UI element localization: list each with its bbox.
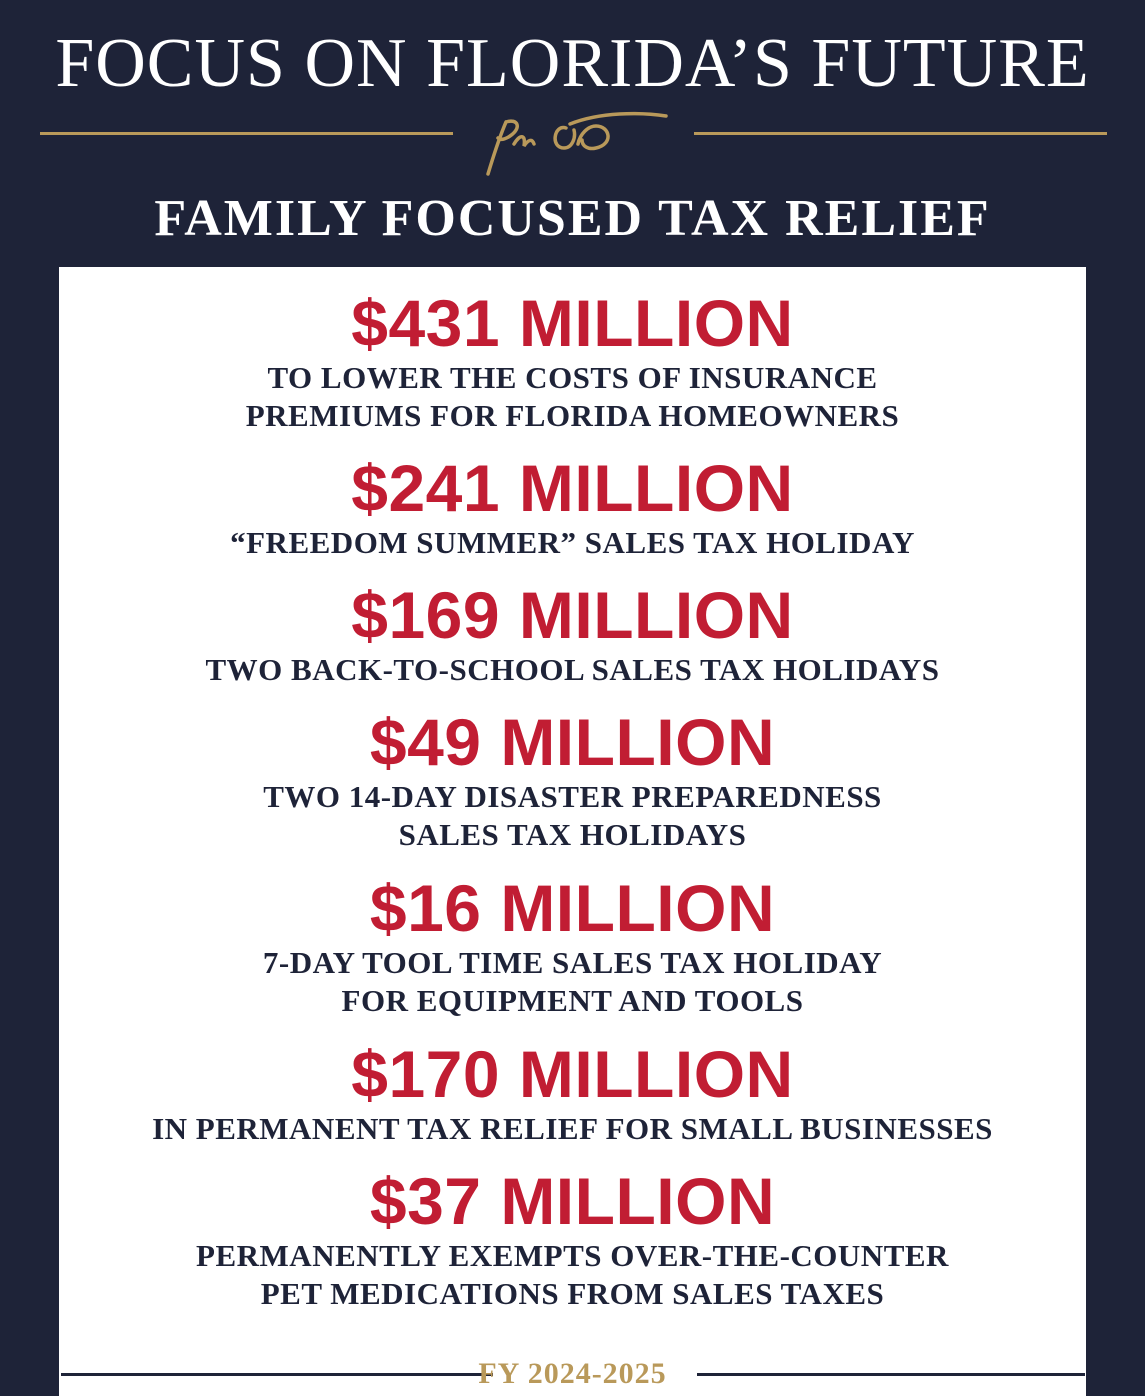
- relief-amount: $37 MILLION: [369, 1164, 776, 1238]
- relief-amount: $170 MILLION: [351, 1037, 794, 1111]
- relief-description-line: TWO BACK-TO-SCHOOL SALES TAX HOLIDAYS: [205, 652, 940, 687]
- relief-amount: $169 MILLION: [351, 578, 794, 652]
- relief-item: [59, 872, 1086, 1020]
- header-title: FOCUS ON FLORIDA’S FUTURE: [55, 25, 1090, 102]
- relief-amount: $49 MILLION: [369, 705, 776, 779]
- signature-icon: [470, 104, 670, 180]
- relief-item: [59, 287, 1086, 435]
- relief-item: [59, 706, 1086, 854]
- page-subtitle: FAMILY FOCUSED TAX RELIEF: [154, 190, 991, 247]
- relief-description-line: 7-DAY TOOL TIME SALES TAX HOLIDAY: [262, 945, 883, 980]
- relief-description-line: SALES TAX HOLIDAYS: [398, 817, 747, 852]
- relief-amount: $16 MILLION: [369, 871, 776, 945]
- relief-item: [59, 579, 1086, 689]
- relief-description-line: IN PERMANENT TAX RELIEF FOR SMALL BUSINESSES: [152, 1111, 993, 1146]
- relief-item: [59, 1038, 1086, 1148]
- relief-description-line: PET MEDICATIONS FROM SALES TAXES: [260, 1276, 885, 1311]
- divider-left: [40, 132, 453, 135]
- fiscal-year-label: FY 2024-2025: [478, 1357, 667, 1390]
- relief-description-line: TO LOWER THE COSTS OF INSURANCE: [267, 360, 878, 395]
- relief-description-line: PERMANENTLY EXEMPTS OVER-THE-COUNTER: [196, 1238, 949, 1273]
- relief-item: [59, 452, 1086, 562]
- footer-divider-right: [697, 1373, 1085, 1376]
- divider-right: [694, 132, 1107, 135]
- relief-description-line: PREMIUMS FOR FLORIDA HOMEOWNERS: [245, 398, 900, 433]
- relief-item: [59, 1165, 1086, 1313]
- relief-description-line: TWO 14-DAY DISASTER PREPAREDNESS: [263, 779, 882, 814]
- relief-amount: $431 MILLION: [351, 286, 794, 360]
- content-panel: [59, 267, 1086, 1396]
- relief-amount: $241 MILLION: [351, 451, 794, 525]
- relief-description-line: “FREEDOM SUMMER” SALES TAX HOLIDAY: [230, 525, 915, 560]
- relief-description-line: FOR EQUIPMENT AND TOOLS: [341, 983, 804, 1018]
